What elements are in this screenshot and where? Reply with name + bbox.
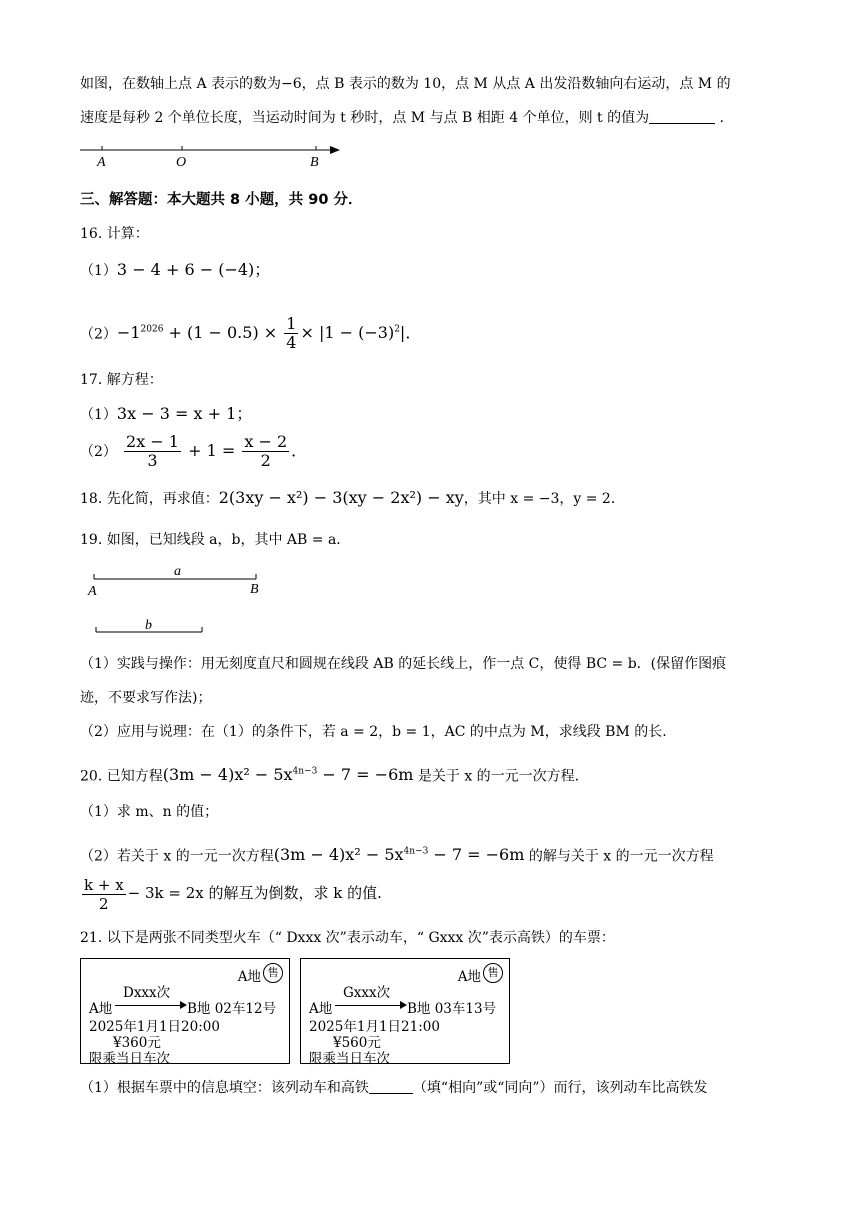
q15-line2 xyxy=(80,108,724,128)
q17-fraction-2: $\frac{x - 2}{2}$ xyxy=(244,432,288,470)
ticket-from: A地 xyxy=(309,1001,333,1017)
ticket-g xyxy=(300,958,510,1067)
q17-part2: （2） $\frac{2x - 1}{3}$ + 1 = $\frac{x - 2}{2}$ ． xyxy=(80,432,308,470)
segment-b-label: b xyxy=(145,618,152,633)
point-a-label: A xyxy=(88,584,97,599)
axis-label-b: B xyxy=(310,155,319,170)
ticket-station: A地 xyxy=(237,969,261,985)
q20-fraction: $\frac{k + x}{2}$ xyxy=(84,875,124,913)
section-title: 三、解答题：本大题共 8 小题，共 90 分． xyxy=(80,192,363,208)
q15-line1 xyxy=(80,74,731,94)
arrow-icon xyxy=(115,1005,183,1006)
ticket-price: ¥560元 xyxy=(333,1035,381,1051)
q20-line: 20. 已知方程$(3m - 4)x^2 - 5x^{4n-3} - 7 = -6m$ 是关于 x 的一元一次方程. xyxy=(80,765,580,785)
ticket-train: Gxxx次 xyxy=(343,985,391,1001)
ticket-to: B地 03车13号 xyxy=(407,1001,497,1017)
q20-part1: （1）求 m、n 的值； xyxy=(80,804,219,820)
q17-p1-expr: 3x − 3 = x + 1； xyxy=(116,404,253,423)
ticket-from: A地 xyxy=(89,1001,113,1017)
ticket-datetime: 2025年1月1日20:00 xyxy=(89,1019,220,1035)
q17-part1: （1）3x − 3 = x + 1； xyxy=(80,404,253,423)
q16-part2: $(2)-1^{2026} + (1 - 0.5)$ × $\frac{1}{4}$ × $|1 - (-3)^2|$． xyxy=(80,314,422,353)
ticket-limit: 限乘当日车次 xyxy=(89,1051,170,1067)
q19-part1b: 迹，不要求写作法)； xyxy=(80,690,212,706)
q18-line: 18. 先化简，再求值：2(3xy − x²) − 3(xy − 2x²) − xy，其中 x = −3，y = 2． xyxy=(80,488,625,507)
point-b-label: B xyxy=(250,582,259,597)
seal-icon: 售 xyxy=(483,963,503,983)
q20-part2: （2）若关于 x 的一元一次方程$(3m - 4)x^2 - 5x^{4n-3} - 7 = -6m$ 的解与关于 x 的一元一次方程 xyxy=(80,845,714,865)
q15-text-2: 速度是每秒 2 个单位长度，当运动时间为 t 秒时，点 M 与点 B 相距 4 个单位，则 t 的值为 xyxy=(80,110,650,126)
axis-label-a: A xyxy=(97,155,106,170)
ticket-d xyxy=(80,958,290,1067)
seal-icon: 售 xyxy=(263,963,283,983)
ticket-train: Dxxx次 xyxy=(123,985,171,1001)
ticket-datetime: 2025年1月1日21:00 xyxy=(309,1019,440,1035)
q17-fraction-1: $\frac{2x - 1}{3}$ xyxy=(126,432,179,470)
q21-answer-blank[interactable] xyxy=(369,1079,413,1094)
ticket-limit: 限乘当日车次 xyxy=(309,1051,390,1067)
q20-part2-cont: $\frac{k + x}{2}$ − 3k = 2x 的解互为倒数，求 k 的值. xyxy=(84,875,382,913)
segment-a-label: a xyxy=(174,564,181,579)
q15-period: . xyxy=(719,110,724,126)
q21-part1: （1）根据车票中的信息填空：该列动车和高铁 （填“相向”或“同向”）而行，该列动车比高铁发 xyxy=(80,1080,708,1096)
q16-p1-expr: 3 − 4 + 6 − (−4)； xyxy=(116,260,271,279)
arrow-icon xyxy=(335,1005,403,1006)
q16-fraction: $\frac{1}{4}$ xyxy=(286,314,297,353)
number-line-figure xyxy=(78,138,348,170)
segments-figure xyxy=(84,560,274,642)
q19-part2: （2）应用与说理：在（1）的条件下，若 a = 2，b = 1，AC 的中点为 M，求线段 BM 的长. xyxy=(80,724,667,740)
q19-line: 19. 如图，已知线段 a，b，其中 AB = a． xyxy=(80,532,351,548)
q15-answer-blank[interactable] xyxy=(649,109,715,124)
ticket-station: A地 xyxy=(457,969,481,985)
q21-line: 21. 以下是两张不同类型火车（“ Dxxx 次”表示动车，“ Gxxx 次”表示高铁）的车票： xyxy=(80,930,615,946)
q16-part1: （1）3 − 4 + 6 − (−4)； xyxy=(80,260,271,279)
q19-part1a: （1）实践与操作：用无刻度直尺和圆规在线段 AB 的延长线上，作一点 C，使得 BC = b．(保留作图痕 xyxy=(80,656,727,672)
q18-expr: 2(3xy − x²) − 3(xy − 2x²) − xy xyxy=(218,488,464,507)
q17-title: 17. 解方程： xyxy=(80,372,163,388)
q15-text-1: 如图，在数轴上点 A 表示的数为−6，点 B 表示的数为 10，点 M 从点 A 出发沿数轴向右运动，点 M 的 xyxy=(80,76,731,92)
number-line-arrow-icon xyxy=(330,146,340,154)
ticket-to: B地 02车12号 xyxy=(187,1001,277,1017)
ticket-price: ¥360元 xyxy=(113,1035,161,1051)
axis-label-o: O xyxy=(176,155,187,170)
q16-title: 16. 计算： xyxy=(80,226,149,242)
